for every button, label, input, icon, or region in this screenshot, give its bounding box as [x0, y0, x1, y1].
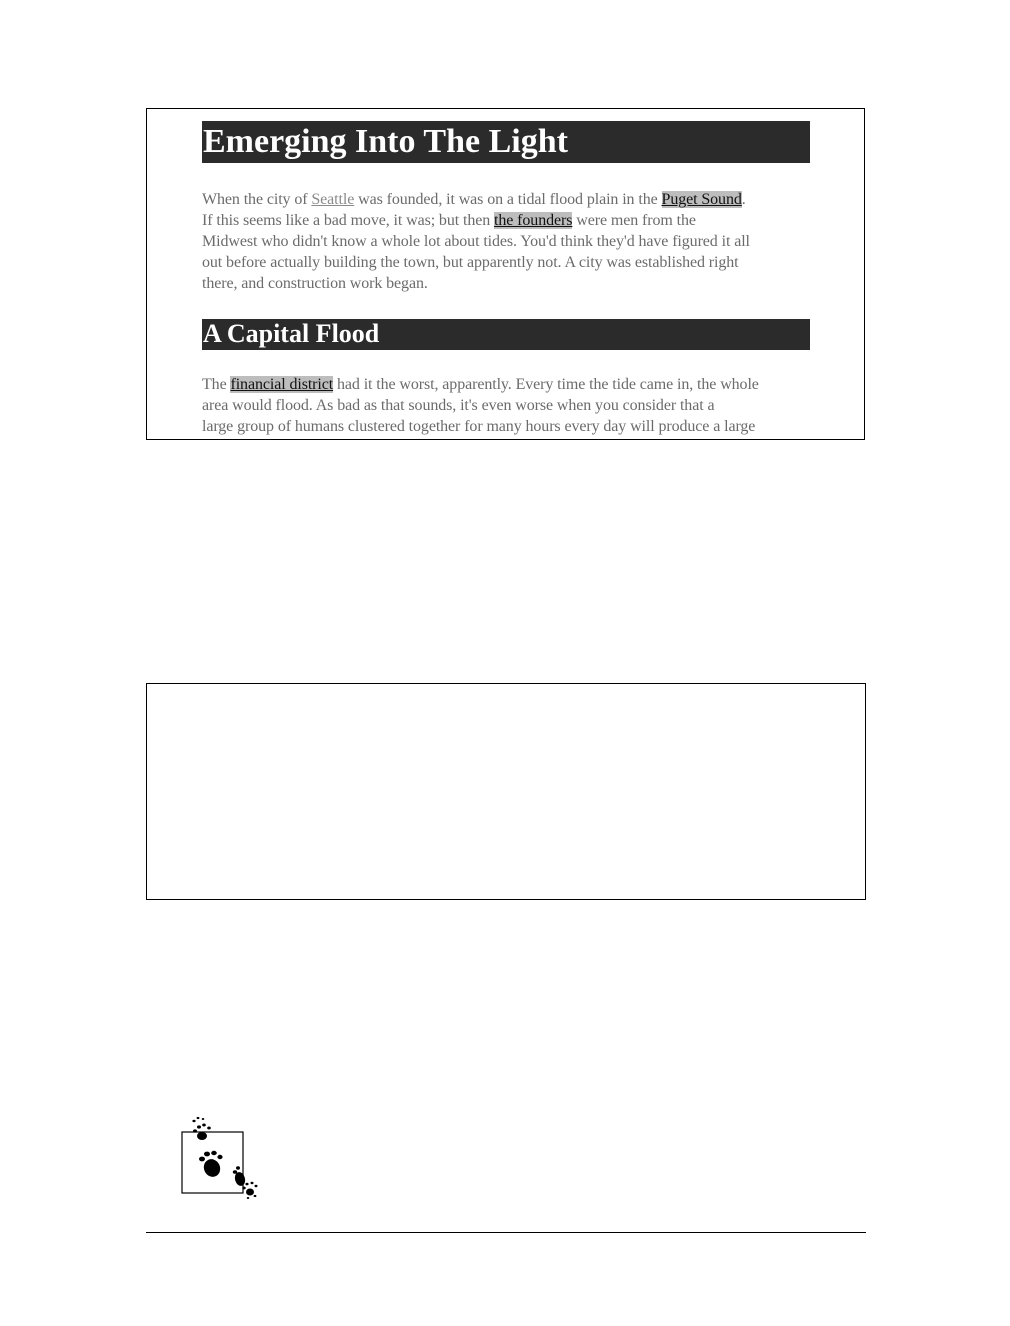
paragraph-flood-line-1: [202, 374, 810, 395]
text-run: .: [741, 191, 746, 208]
section-heading-wrap: [202, 319, 810, 350]
text-run: When the city of: [202, 191, 312, 208]
text-run: were men from the: [572, 212, 696, 229]
text-run: had it the worst, apparently. Every time the tide came in, the whole: [333, 376, 759, 393]
paragraph-intro-line-4: out before actually building the town, but apparently not. A city was established right: [202, 254, 739, 271]
paragraph-intro-line-3: Midwest who didn't know a whole lot about tides. You'd think they'd have figured it all: [202, 233, 750, 250]
paw-prints-tip-icon: [180, 1112, 264, 1202]
paragraph-flood-line-3: large group of humans clustered together for many hours every day will produce a large: [202, 418, 756, 435]
text-run: If this seems like a bad move, it was; but then: [202, 212, 495, 229]
paragraph-flood-line-2: area would flood. As bad as that sounds, it's even worse when you consider that a: [202, 397, 715, 414]
link-the-founders[interactable]: the founders: [494, 212, 573, 229]
empty-figure-frame: [146, 683, 866, 900]
text-run: was founded, it was on a tidal flood plain in the: [354, 191, 662, 208]
paragraph-intro-line-2: [202, 210, 810, 231]
paragraph-flood: [202, 374, 810, 437]
figure-content: [202, 121, 810, 437]
link-seattle[interactable]: Seattle: [311, 191, 355, 208]
paragraph-intro-line-5: there, and construction work began.: [202, 275, 428, 292]
paragraph-intro: [202, 189, 810, 294]
footer-rule: [146, 1232, 866, 1233]
link-puget-sound[interactable]: Puget Sound: [661, 191, 742, 208]
text-run: The: [202, 376, 231, 393]
paragraph-intro-line-1: [202, 189, 810, 210]
figure-screenshot: [146, 108, 865, 440]
link-financial-district[interactable]: financial district: [230, 376, 334, 393]
section-heading-capital-flood: A Capital Flood: [202, 319, 810, 350]
page-heading-emerging: Emerging Into The Light: [202, 121, 810, 163]
